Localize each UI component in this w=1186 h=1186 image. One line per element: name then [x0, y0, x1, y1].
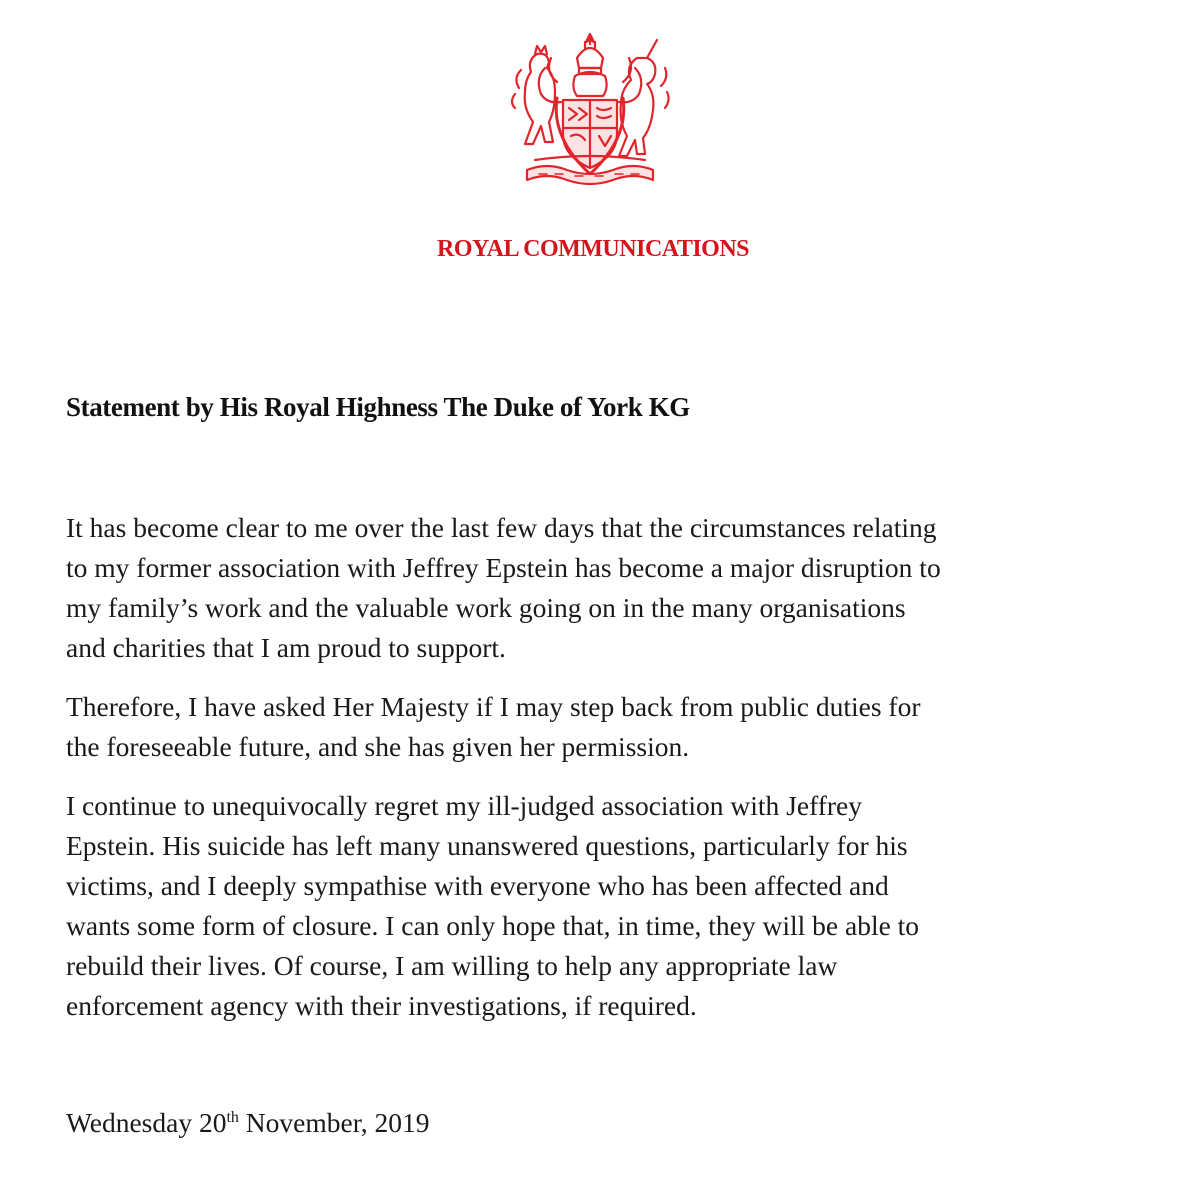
date-month-year: November, 2019 [245, 1107, 430, 1138]
text-line: and charities that I am proud to support. [66, 632, 506, 663]
statement-body [66, 508, 1126, 1045]
royal-coat-of-arms-icon [505, 28, 675, 190]
text-line: rebuild their lives. Of course, I am willing to help any appropriate law [66, 950, 838, 981]
paragraph-2 [66, 687, 1126, 767]
statement-title: Statement by His Royal Highness The Duke of York KG [66, 392, 690, 422]
date-ordinal: th [226, 1109, 239, 1126]
organisation-name: ROYAL COMMUNICATIONS [436, 236, 750, 262]
text-line: It has become clear to me over the last few days that the circumstances relating [66, 512, 937, 543]
statement-date [66, 1107, 430, 1139]
text-line: I continue to unequivocally regret my ill-judged association with Jeffrey [66, 790, 863, 821]
text-line: wants some form of closure. I can only hope that, in time, they will be able to [66, 910, 920, 941]
text-line: to my former association with Jeffrey Epstein has become a major disruption to [66, 552, 941, 583]
text-line: Epstein. His suicide has left many unanswered questions, particularly for his [66, 830, 908, 861]
paragraph-1 [66, 508, 1126, 668]
text-line: enforcement agency with their investigations, if required. [66, 990, 697, 1021]
date-day: 20 [198, 1107, 227, 1138]
date-weekday: Wednesday [66, 1107, 193, 1138]
text-line: victims, and I deeply sympathise with everyone who has been affected and [66, 870, 889, 901]
paragraph-3 [66, 786, 1126, 1026]
text-line: the foreseeable future, and she has given her permission. [66, 731, 690, 762]
text-line: my family’s work and the valuable work going on in the many organisations [66, 592, 906, 623]
text-line: Therefore, I have asked Her Majesty if I may step back from public duties for [66, 691, 921, 722]
